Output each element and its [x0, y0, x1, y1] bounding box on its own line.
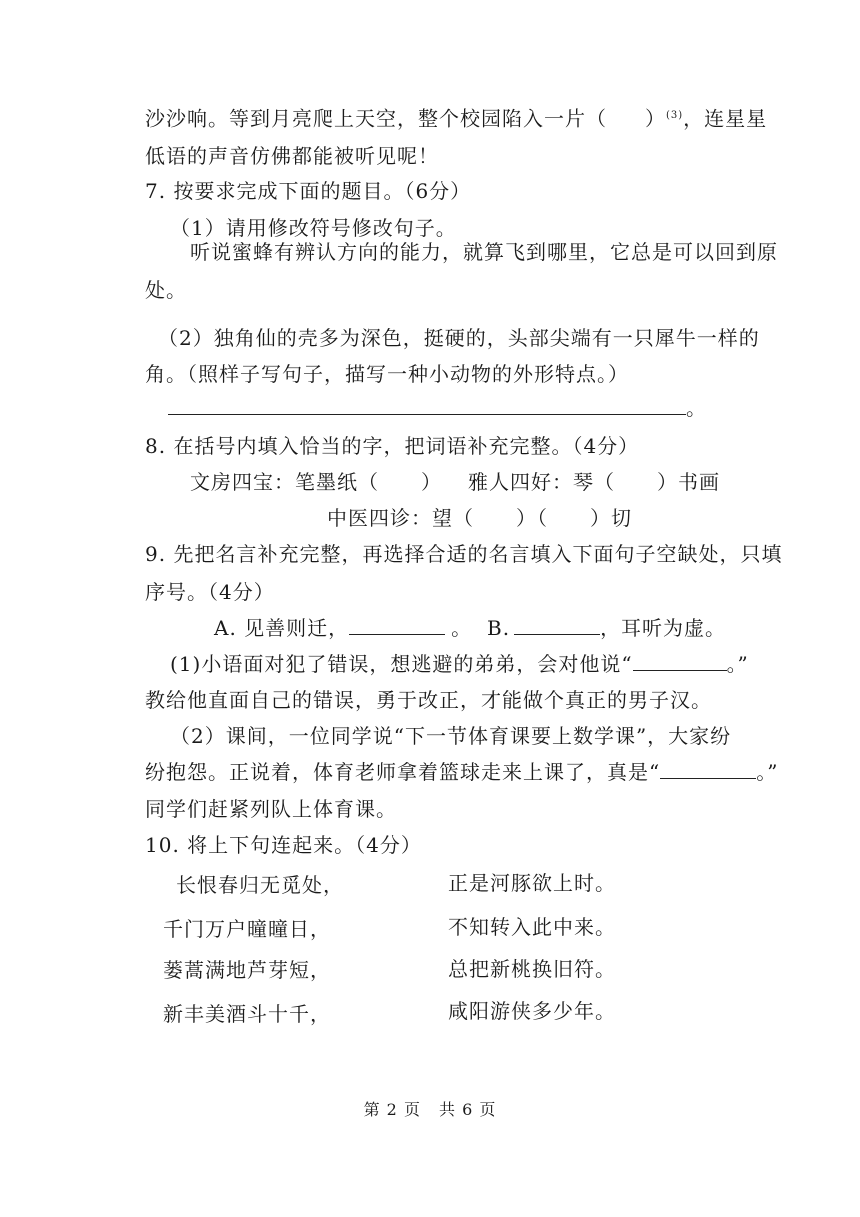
q10-right-3[interactable]: 总把新桃换旧符。: [448, 957, 616, 981]
q10-right-2[interactable]: 不知转入此中来。: [448, 915, 616, 939]
q7-part1-sentence-a: 听说蜜蜂有辨认方向的能力，就算飞到哪里，它总是可以回到原: [190, 240, 778, 264]
q8-title: 8. 在括号内填入恰当的字，把词语补充完整。（4分）: [145, 434, 640, 458]
q7-part1-label: （1）请用修改符号修改句子。: [170, 216, 457, 240]
q8-row2: 中医四诊：望（ ）（ ）切: [327, 506, 632, 530]
q9-sentence-2b: 纷抱怨。正说着，体育老师拿着篮球走来上课了，真是“ 。”: [145, 760, 779, 784]
q9-title-a: 9. 先把名言补充完整，再选择合适的名言填入下面句子空缺处，只填: [145, 542, 783, 566]
q9-sentence-1a: (1)小语面对犯了错误，想逃避的弟弟，会对他说“ 。”: [170, 652, 749, 676]
q8-row1-left: 文房四宝：笔墨纸（ ）: [190, 470, 442, 494]
q10-left-4[interactable]: 新丰美酒斗十千，: [163, 1002, 331, 1026]
q10-left-3[interactable]: 蒌蒿满地芦芽短，: [163, 958, 331, 982]
page-total: 共 6 页: [439, 1100, 497, 1119]
page-footer: [0, 1097, 860, 1120]
q10-right-1[interactable]: 正是河豚欲上时。: [448, 871, 616, 895]
q10-title: 10. 将上下句连起来。（4分）: [145, 833, 422, 857]
q7-part1-sentence-b: 处。: [145, 278, 187, 302]
q9-sentence-2c: 同学们赶紧列队上体育课。: [145, 797, 397, 821]
q9-option-a: A. 见善则迁， 。: [214, 616, 473, 640]
q9-blank-a[interactable]: [349, 614, 445, 635]
q7-answer-blank[interactable]: [168, 394, 686, 415]
q7-answer-line[interactable]: 。: [168, 394, 707, 422]
q9-blank-b[interactable]: [514, 614, 600, 635]
q10-left-1[interactable]: 长恨春归无觅处，: [176, 873, 344, 897]
q7-part2-a: （2）独角仙的壳多为深色，挺硬的，头部尖端有一只犀牛一样的: [158, 326, 760, 350]
q9-blank-2[interactable]: [660, 758, 756, 779]
q7-part2-b: 角。（照样子写句子，描写一种小动物的外形特点。）: [145, 362, 629, 386]
q9-blank-1[interactable]: [633, 650, 727, 671]
q10-left-2[interactable]: 千门万户曈曈日，: [163, 917, 331, 941]
page-number: 第 2 页: [363, 1100, 421, 1119]
q7-title: 7. 按要求完成下面的题目。（6分）: [145, 179, 472, 203]
q9-sentence-2a: （2）课间，一位同学说“下一节体育课要上数学课”，大家纷: [170, 724, 732, 748]
q10-right-4[interactable]: 咸阳游侠多少年。: [448, 999, 616, 1023]
passage-line-2: 低语的声音仿佛都能被听见呢！: [145, 144, 439, 168]
q9-title-b: 序号。（4分）: [145, 580, 275, 604]
passage-line-1: 沙沙响。等到月亮爬上天空，整个校园陷入一片（ ）$^{(3)}$，连星星: [145, 106, 768, 131]
q9-option-b: B. ，耳听为虚。: [487, 616, 727, 640]
q9-sentence-1b: 教给他直面自己的错误，勇于改正，才能做个真正的男子汉。: [145, 688, 712, 712]
q8-row1-right: 雅人四好：琴（ ）书画: [468, 470, 720, 494]
